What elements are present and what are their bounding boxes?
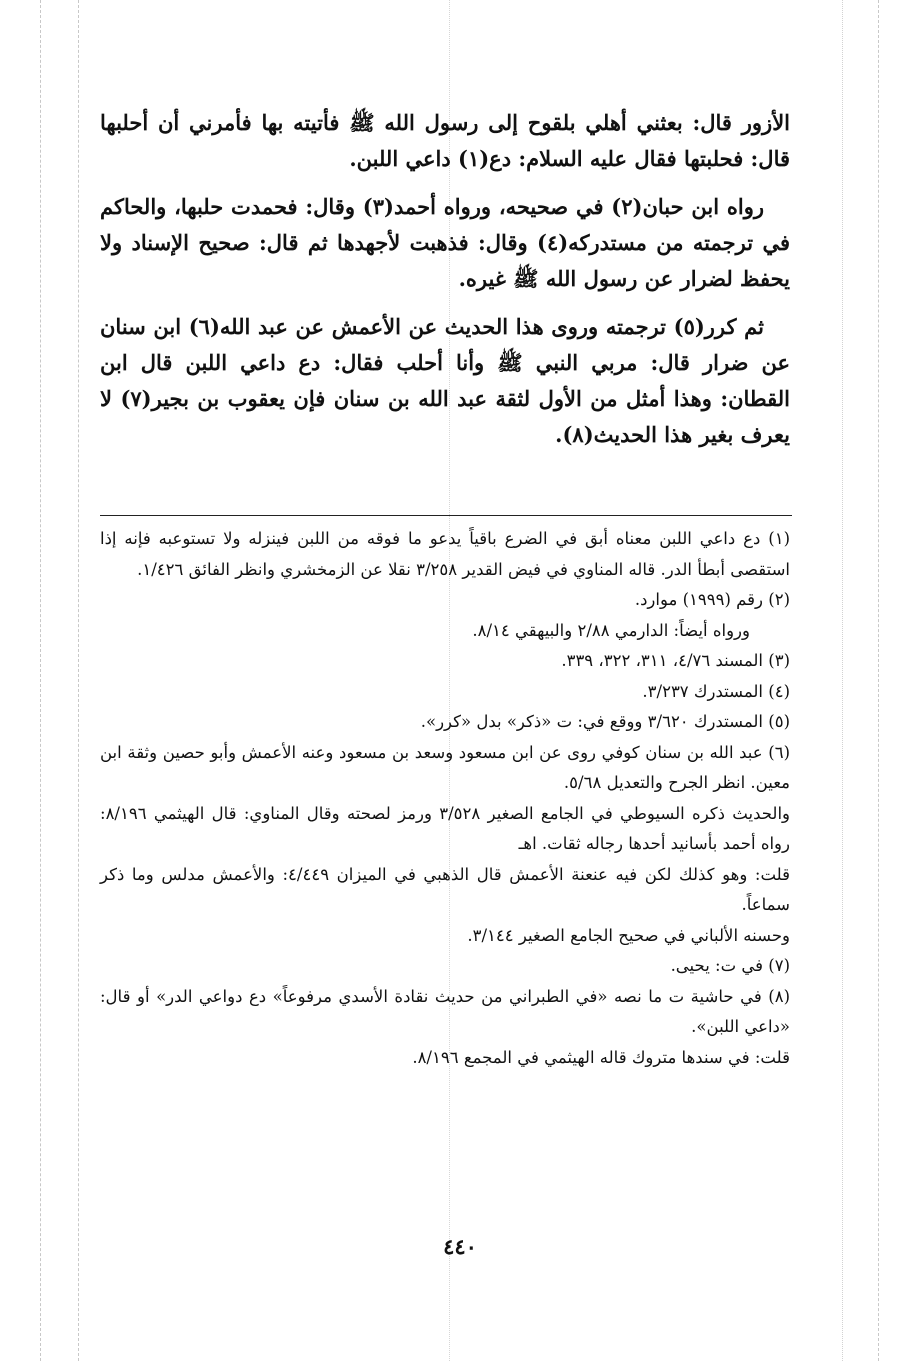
scan-artifact-line bbox=[842, 0, 843, 1361]
footnotes bbox=[100, 524, 790, 1073]
main-paragraph-2: رواه ابن حبان(٢) في صحيحه، ورواه أحمد(٣) وقال: فحمدت حلبها، والحاكم في ترجمته من مستدركه(٤) وقال: فذهبت لأجهدها ثم قال: صحيح الإسناد ولا يحفظ لضرار عن رسول الله ﷺ غيره. bbox=[100, 194, 790, 291]
main-paragraph-3: ثم كرر(٥) ترجمته وروى هذا الحديث عن الأعمش عن عبد الله(٦) ابن سنان عن ضرار قال: مربي النبي ﷺ وأنا أحلب فقال: دع داعي اللبن قال ابن القطان: وهذا أمثل من الأول لثقة عبد الله بن سنان فإن يعقوب بن بجير(٧) لا يعرف بغير هذا الحديث(٨). bbox=[100, 314, 790, 447]
scan-artifact-line bbox=[40, 0, 41, 1361]
footnote-4: (٤) المستدرك ٣/٢٣٧. bbox=[642, 681, 790, 701]
main-text bbox=[100, 105, 790, 453]
footnote-8: (٨) في حاشية ت ما نصه «في الطبراني من حديث نقادة الأسدي مرفوعاً» دع دواعي الدر» أو قال: «داعي اللبن». bbox=[100, 986, 790, 1036]
footnote-5: (٥) المستدرك ٣/٦٢٠ ووقع في: ت «ذكر» بدل «كرر». bbox=[420, 712, 790, 731]
footnote-2-continuation: ورواه أيضاً: الدارمي ٢/٨٨ والبيهقي ٨/١٤. bbox=[472, 620, 750, 640]
footnote-6: (٦) عبد الله بن سنان كوفي روى عن ابن مسعود وسعد بن مسعود وعنه الأعمش وأبو حصين وثقة ابن معين. انظر الجرح والتعديل ٥/٦٨. bbox=[100, 742, 790, 792]
footnote-3: (٣) المسند ٤/٧٦، ٣١١، ٣٢٢، ٣٣٩. bbox=[561, 651, 790, 670]
footnote-2: (٢) رقم (١٩٩٩) موارد. bbox=[634, 590, 790, 609]
footnote-6-continuation: قلت: وهو كذلك لكن فيه عنعنة الأعمش قال الذهبي في الميزان ٤/٤٤٩: والأعمش مدلس وما ذكر سماعاً. bbox=[100, 864, 791, 914]
footnote-7: (٧) في ت: يحيى. bbox=[670, 956, 790, 975]
footnote-1: (١) دع داعي اللبن معناه أبق في الضرع باقياً يدعو ما فوقه من اللبن فينزله ولا تستوعبه فإنه إذا استقصى أبطأ الدر. قاله المناوي في فيض القدير ٣/٢٥٨ نقلا عن الزمخشري وانظر الفائق ١/٤٢٦. bbox=[100, 529, 790, 579]
footnote-separator bbox=[100, 515, 792, 516]
scan-artifact-line bbox=[78, 0, 79, 1361]
scan-artifact-line bbox=[878, 0, 879, 1361]
page-number: ٤٤٠ bbox=[443, 1234, 477, 1259]
footnote-6-continuation: والحديث ذكره السيوطي في الجامع الصغير ٣/٥٢٨ ورمز لصحته وقال المناوي: قال الهيثمي ٨/١٩٦: رواه أحمد بأسانيد أحدها رجاله ثقات. اهـ bbox=[100, 803, 790, 853]
footnote-8-continuation: قلت: في سندها متروك قاله الهيثمي في المجمع ٨/١٩٦. bbox=[412, 1047, 790, 1067]
main-paragraph-1: الأزور قال: بعثني أهلي بلقوح إلى رسول الله ﷺ فأتيته بها فأمرني أن أحلبها قال: فحلبتها فقال عليه السلام: دع(١) داعي اللبن. bbox=[100, 110, 790, 171]
footnote-6-continuation: وحسنه الألباني في صحيح الجامع الصغير ٣/١٤٤. bbox=[467, 925, 790, 945]
